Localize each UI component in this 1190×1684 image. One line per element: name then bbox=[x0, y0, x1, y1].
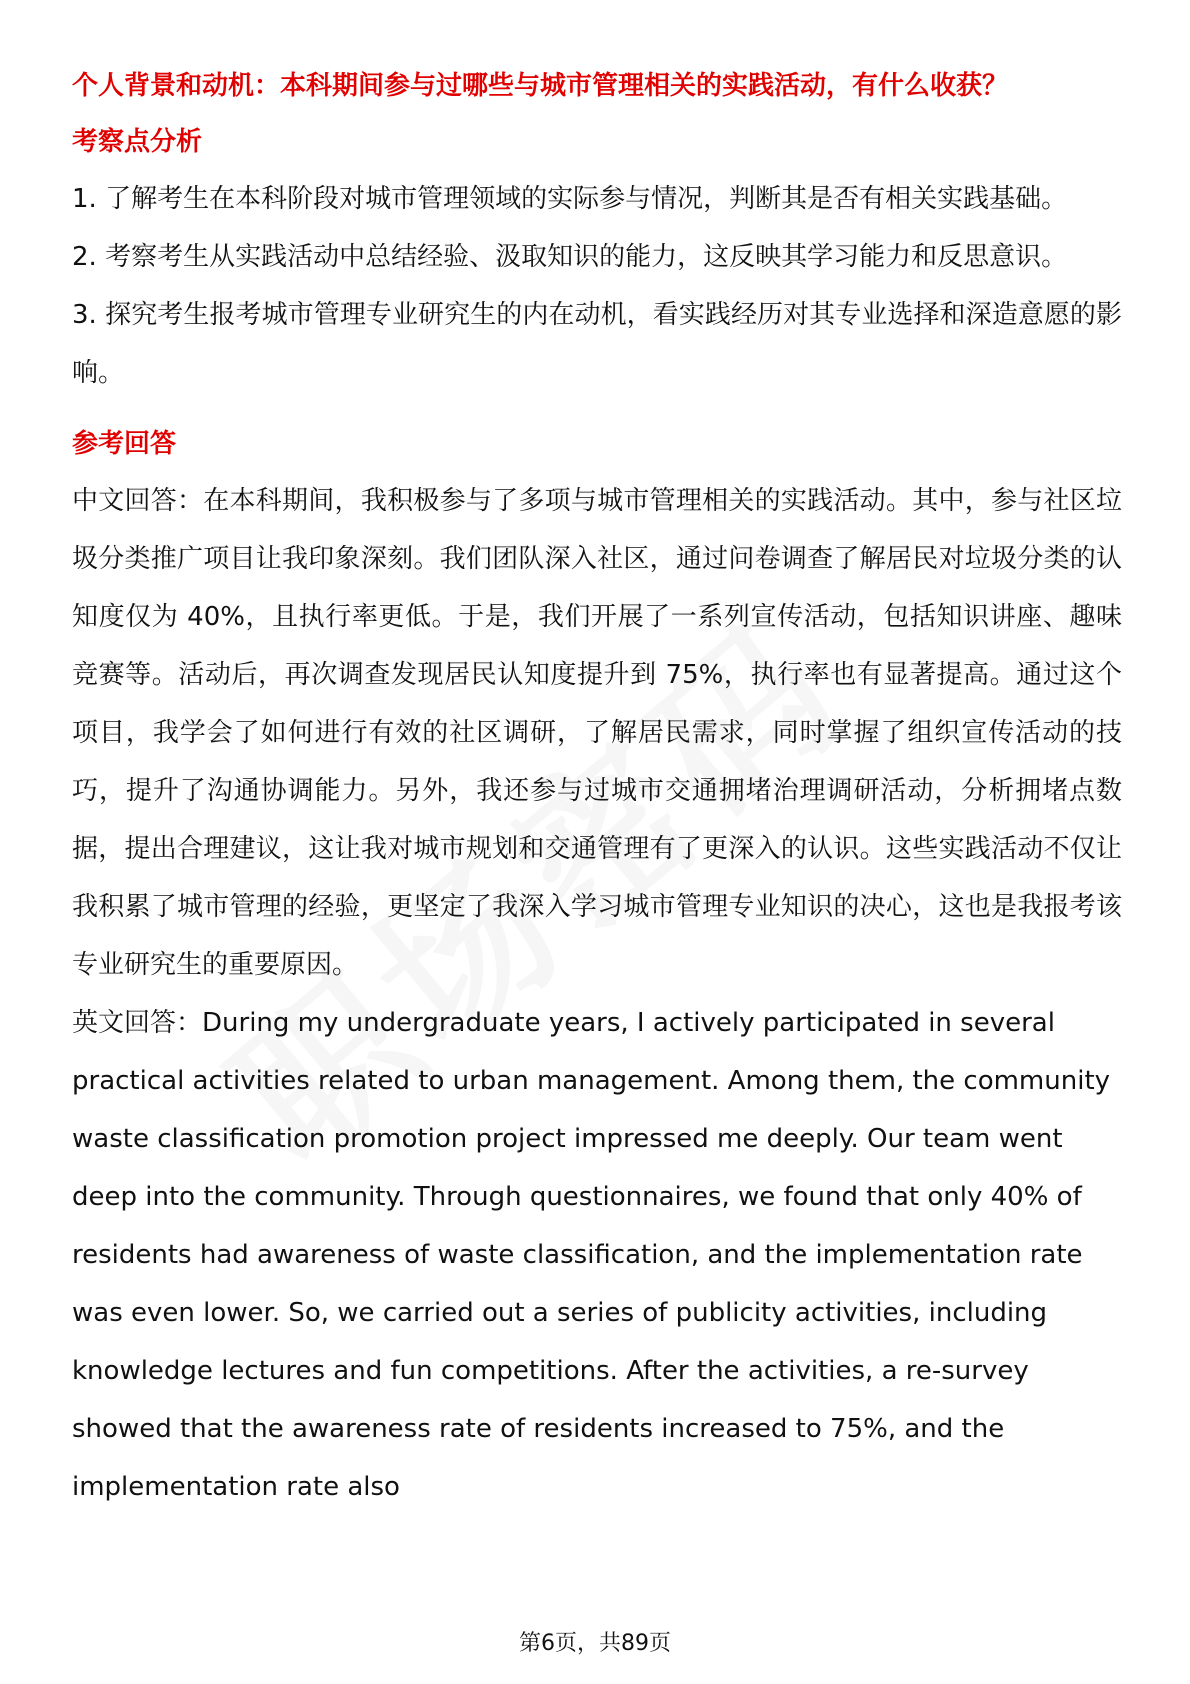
chinese-answer-label: 中文回答： bbox=[72, 486, 204, 516]
question-heading: 个人背景和动机：本科期间参与过哪些与城市管理相关的实践活动，有什么收获？ bbox=[72, 71, 1009, 101]
analysis-item-3: 3. 探究考生报考城市管理专业研究生的内在动机，看实践经历对其专业选择和深造意愿的影响。 bbox=[72, 300, 1122, 388]
answer-heading: 参考回答 bbox=[72, 429, 177, 459]
english-answer-text: During my undergraduate years, I actively participated in several practical activities related to urban management. Among them, the community waste classification promotion project impressed me deeply. Our team went deep into the community. Through questionnaires, we found that only 40% of residents had awareness of waste classification, and the implementation rate was even lower. So, we carried out a series of publicity activities, including knowledge lectures and fun competitions. After the activities, a re-survey showed that the awareness rate of residents increased to 75%, and the implementation rate also bbox=[72, 1008, 1111, 1502]
analysis-item-1: 1. 了解考生在本科阶段对城市管理领域的实际参与情况，判断其是否有相关实践基础。 bbox=[72, 184, 1068, 214]
analysis-heading: 考察点分析 bbox=[72, 127, 203, 157]
english-answer-label: 英文回答： bbox=[72, 1008, 203, 1038]
analysis-item-2: 2. 考察考生从实践活动中总结经验、汲取知识的能力，这反映其学习能力和反思意识。 bbox=[72, 242, 1068, 272]
document-page bbox=[72, 58, 1122, 1516]
page-number: 第6页，共89页 bbox=[519, 1631, 671, 1656]
english-answer bbox=[72, 994, 1122, 1516]
chinese-answer-text: 在本科期间，我积极参与了多项与城市管理相关的实践活动。其中，参与社区垃圾分类推广项目让我印象深刻。我们团队深入社区，通过问卷调查了解居民对垃圾分类的认知度仅为 40%，且执行率更低。于是，我们开展了一系列宣传活动，包括知识讲座、趣味竞赛等。活动后，再次调查发现居民认知度提升到 75%，执行率也有显著提高。通过这个项目，我学会了如何进行有效的社区调研，了解居民需求，同时掌握了组织宣传活动的技巧，提升了沟通协调能力。另外，我还参与过城市交通拥堵治理调研活动，分析拥堵点数据，提出合理建议，这让我对城市规划和交通管理有了更深入的认识。这些实践活动不仅让我积累了城市管理的经验，更坚定了我深入学习城市管理专业知识的决心，这也是我报考该专业研究生的重要原因。 bbox=[72, 486, 1122, 980]
chinese-answer bbox=[72, 472, 1122, 994]
